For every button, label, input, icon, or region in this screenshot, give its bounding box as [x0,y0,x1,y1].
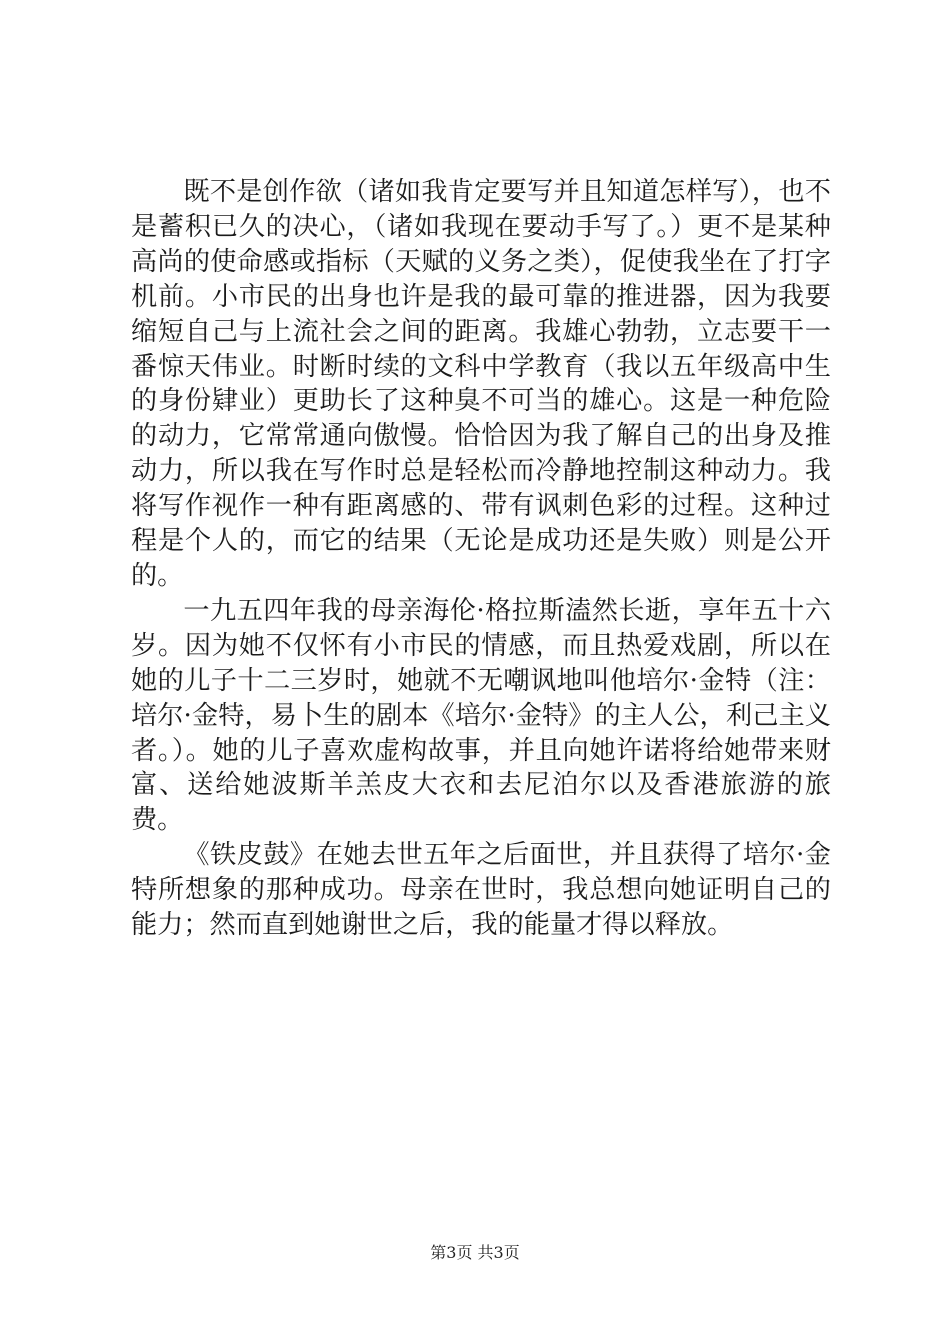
body-text [131,175,831,943]
paragraph-1: 既不是创作欲（诸如我肯定要写并且知道怎样写），也不是蓄积已久的决心，（诸如我现在要动手写了。）更不是某种高尚的使命感或指标（天赋的义务之类），促使我坐在了打字机前。小市民的出身也许是我的最可靠的推进器，因为我要缩短自己与上流社会之间的距离。我雄心勃勃，立志要干一番惊天伟业。时断时续的文科中学教育（我以五年级高中生的身份肄业）更助长了这种臭不可当的雄心。这是一种危险的动力，它常常通向傲慢。恰恰因为我了解自己的出身及推动力，所以我在写作时总是轻松而冷静地控制这种动力。我将写作视作一种有距离感的、带有讽刺色彩的过程。这种过程是个人的，而它的结果（无论是成功还是失败）则是公开的。 [131,177,831,591]
paragraph-3: 《铁皮鼓》在她去世五年之后面世，并且获得了培尔·金特所想象的那种成功。母亲在世时，我总想向她证明自己的能力；然而直到她谢世之后，我的能量才得以释放。 [131,840,831,941]
page-number-footer: 第3页 共3页 [430,1243,520,1262]
paragraph-2: 一九五四年我的母亲海伦·格拉斯溘然长逝，享年五十六岁。因为她不仅怀有小市民的情感，而且热爱戏剧，所以在她的儿子十二三岁时，她就不无嘲讽地叫他培尔·金特（注：培尔·金特，易卜生的剧本《培尔·金特》的主人公，利己主义者。）。她的儿子喜欢虚构故事，并且向她许诺将给她带来财富、送给她波斯羊羔皮大衣和去尼泊尔以及香港旅游的旅费。 [131,595,831,836]
